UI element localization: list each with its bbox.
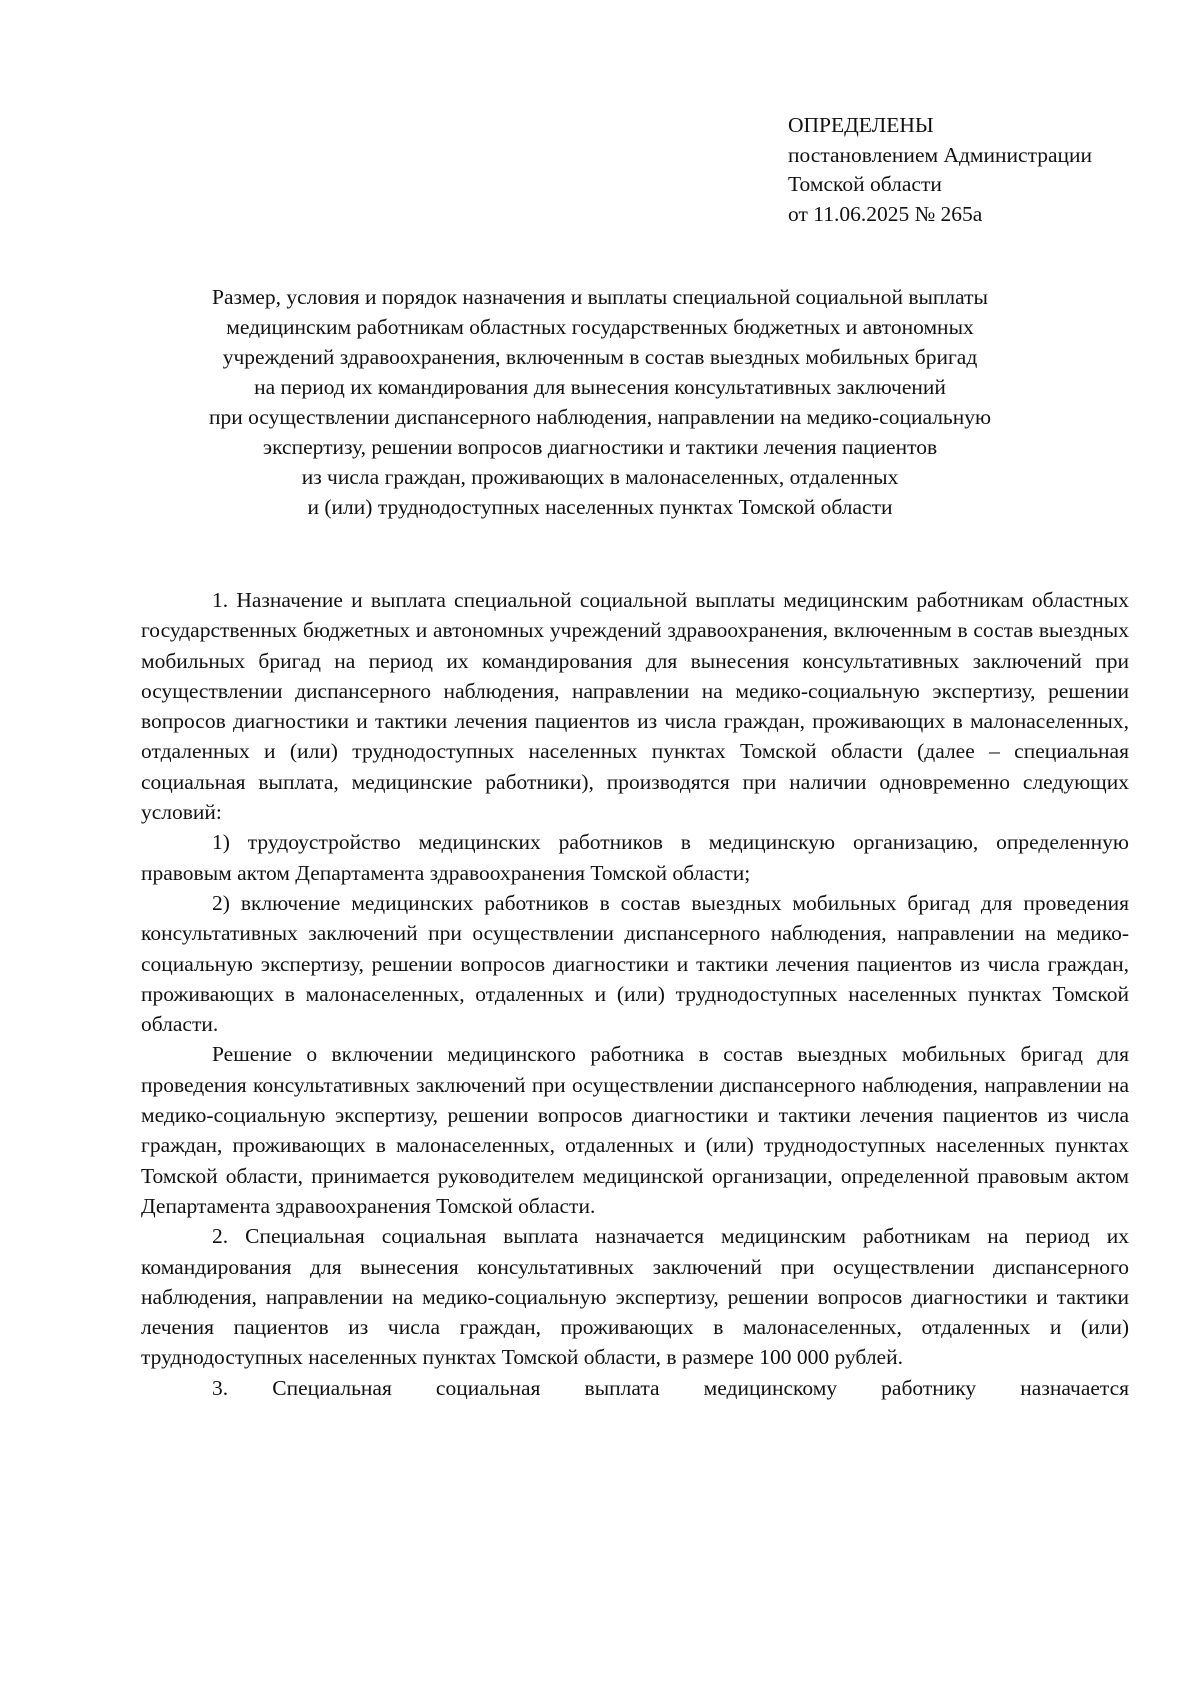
title-line: и (или) труднодоступных населенных пунктах Томской области <box>307 495 893 519</box>
paragraph-item-1: 1. Назначение и выплата специальной социальной выплаты медицинским работникам областных государственных бюджетных и автономных учреждений здравоохранения, включенным в состав выездных мобильных бригад на период их командирования для вынесения консультативных заключений при осуществлении диспансерного наблюдения, направлении на медико-социальную экспертизу, решении вопросов диагностики и тактики лечения пациентов из числа граждан, проживающих в малонаселенных, отдаленных и (или) труднодоступных населенных пунктах Томской области (далее – специальная социальная выплата, медицинские работники), производятся при наличии одновременно следующих условий: <box>141 588 1129 825</box>
document-title <box>100 282 1100 522</box>
title-line: медицинским работникам областных государственных бюджетных и автономных <box>226 315 974 339</box>
document-body <box>141 585 1129 1403</box>
title-line: при осуществлении диспансерного наблюдения, направлении на медико-социальную <box>208 405 992 429</box>
title-line: из числа граждан, проживающих в малонаселенных, отдаленных <box>301 465 899 489</box>
paragraph-decision: Решение о включении медицинского работника в состав выездных мобильных бригад для проведения консультативных заключений при осуществлении диспансерного наблюдения, направлении на медико-социальную экспертизу, решении вопросов диагностики и тактики лечения пациентов из числа граждан, проживающих в малонаселенных, отдаленных и (или) труднодоступных населенных пунктах Томской области, принимается руководителем медицинской организации, определенной правовым актом Департамента здравоохранения Томской области. <box>141 1042 1129 1218</box>
approval-date-number: от 11.06.2025 № 265а <box>788 201 983 226</box>
title-line: Размер, условия и порядок назначения и выплаты специальной социальной выплаты <box>212 285 988 309</box>
paragraph-subitem-2: 2) включение медицинских работников в состав выездных мобильных бригад для проведения консультативных заключений при осуществлении диспансерного наблюдения, направлении на медико-социальную экспертизу, решении вопросов диагностики и тактики лечения пациентов из числа граждан, проживающих в малонаселенных, отдаленных и (или) труднодоступных населенных пунктах Томской области. <box>141 890 1129 1037</box>
paragraph-item-3: 3. Специальная социальная выплата медицинскому работнику назначается <box>212 1375 1129 1400</box>
approval-block <box>788 111 1092 229</box>
paragraph-subitem-1: 1) трудоустройство медицинских работников в медицинскую организацию, определенную правовым актом Департамента здравоохранения Томской области; <box>141 830 1129 885</box>
paragraph-item-2: 2. Специальная социальная выплата назначается медицинским работникам на период их командирования для вынесения консультативных заключений при осуществлении диспансерного наблюдения, направлении на медико-социальную экспертизу, решении вопросов диагностики и тактики лечения пациентов из числа граждан, проживающих в малонаселенных, отдаленных и (или) труднодоступных населенных пунктах Томской области, в размере 100 000 рублей. <box>141 1224 1129 1370</box>
approval-act-type: постановлением Администрации <box>788 142 1093 167</box>
approval-issuer: Томской области <box>788 172 942 196</box>
approval-heading: ОПРЕДЕЛЕНЫ <box>788 113 934 137</box>
title-line: учреждений здравоохранения, включенным в состав выездных мобильных бригад <box>222 345 978 369</box>
title-line: экспертизу, решении вопросов диагностики и тактики лечения пациентов <box>262 435 938 459</box>
title-line: на период их командирования для вынесения консультативных заключений <box>254 375 946 399</box>
